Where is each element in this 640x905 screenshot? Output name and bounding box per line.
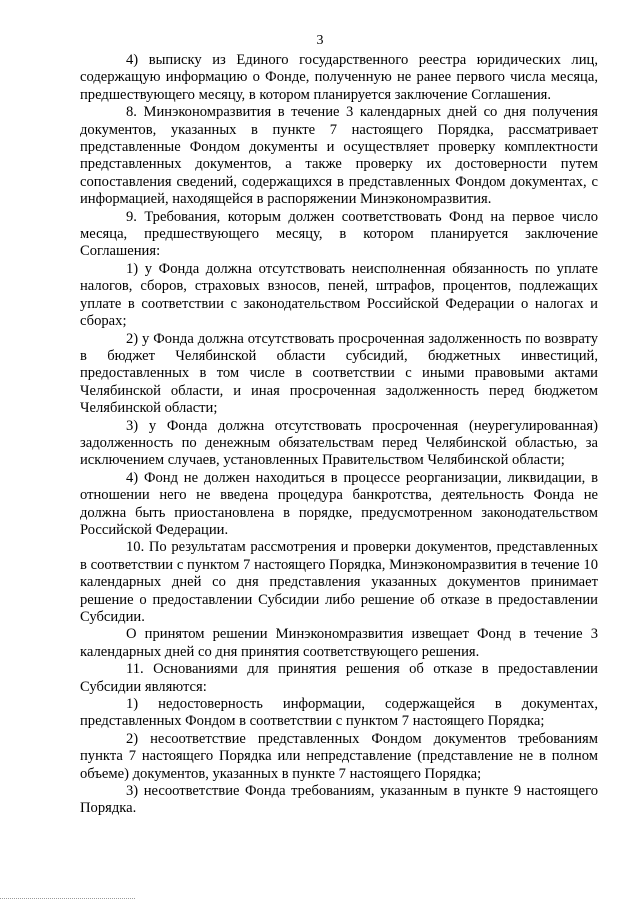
paragraph-clause-11-item-1: 1) недостоверность информации, содержащейся в документах, представленных Фондом в соответствии с пунктом 7 настоящего Порядка;	[80, 696, 598, 730]
paragraph-clause-11-item-2: 2) несоответствие представленных Фондом документов требованиям пункта 7 настоящего Порядка или непредставление (представление не в полном объеме) документов, указанных в пункте 7 настоящего Порядка;	[80, 730, 598, 782]
paragraph-clause-9-item-4: 4) Фонд не должен находиться в процессе реорганизации, ликвидации, в отношении него не введена процедура банкротства, деятельность Фонда не должна быть приостановлена в порядке, предусмотренном законодательством Российской Федерации.	[80, 469, 598, 538]
paragraph-clause-11: 11. Основаниями для принятия решения об отказе в предоставлении Субсидии являются:	[80, 661, 598, 695]
paragraph-clause-8: 8. Минэкономразвития в течение 3 календарных дней со дня получения документов, указанных в пункте 7 настоящего Порядка, рассматривает представленные Фондом документы и осуществляет проверку комплектности представленных документов, а также проверку их достоверности путем сопоставления сведений, содержащихся в представленных Фондом документах, с информацией, находящейся в распоряжении Минэкономразвития.	[80, 104, 598, 208]
paragraph-clause-11-item-3: 3) несоответствие Фонда требованиям, указанным в пункте 9 настоящего Порядка.	[80, 783, 598, 817]
paragraph-clause-9-item-1: 1) у Фонда должна отсутствовать неисполненная обязанность по уплате налогов, сборов, страховых взносов, пеней, штрафов, процентов, подлежащих уплате в соответствии с законодательством Российской Федерации о налогах и сборах;	[80, 260, 598, 330]
paragraph-clause-10: 10. По результатам рассмотрения и проверки документов, представленных в соответствии с пунктом 7 настоящего Порядка, Минэкономразвития в течение 10 календарных дней со дня представления указанных документов принимает решение о предоставлении Субсидии либо решение об отказе в предоставлении Субсидии.	[80, 539, 598, 625]
paragraph-clause-9: 9. Требования, которым должен соответствовать Фонд на первое число месяца, предшествующего месяцу, в котором планируется заключение Соглашения:	[80, 208, 598, 260]
document-body	[80, 52, 598, 818]
paragraph-clause-9-item-3: 3) у Фонда должна отсутствовать просроченная (неурегулированная) задолженность по денежным обязательствам перед Челябинской областью, за исключением случаев, установленных Правительством Челябинской области;	[80, 417, 598, 469]
paragraph-item-4-extract: 4) выписку из Единого государственного реестра юридических лиц, содержащую информацию о Фонде, полученную не ранее первого числа месяца, предшествующего месяцу, в котором планируется заключение Соглашения.	[80, 52, 598, 103]
paragraph-clause-10-notice: О принятом решении Минэкономразвития извещает Фонд в течение 3 календарных дней со дня принятия соответствующего решения.	[80, 626, 598, 660]
paragraph-clause-9-item-2: 2) у Фонда должна отсутствовать просроченная задолженность по возврату в бюджет Челябинской области субсидий, бюджетных инвестиций, предоставленных в том числе в соответствии с иными правовыми актами Челябинской области, и иная просроченная задолженность перед бюджетом Челябинской области;	[80, 330, 598, 417]
page-number: 3	[316, 33, 324, 48]
footer-divider	[0, 898, 135, 899]
